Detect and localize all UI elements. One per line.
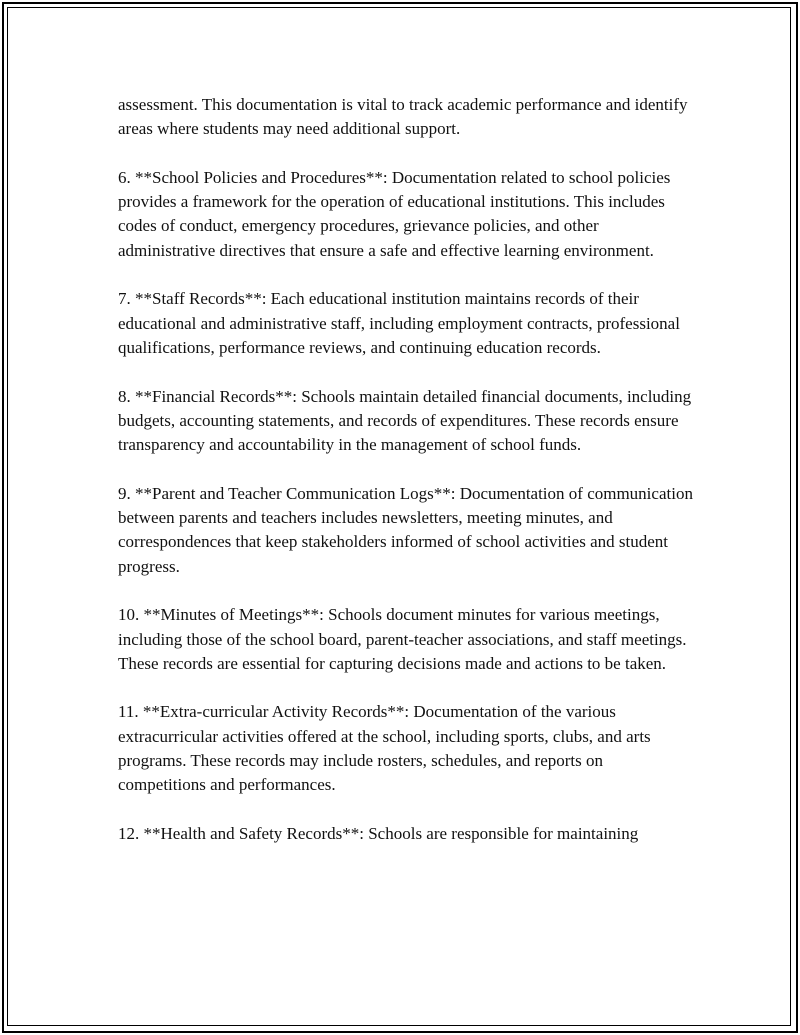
document-body (118, 93, 693, 846)
paragraph-assessment-continuation: assessment. This documentation is vital to track academic performance and identify areas where students may need additional support. (118, 95, 688, 139)
paragraph-communication-logs: 9. **Parent and Teacher Communication Logs**: Documentation of communication between parents and teachers includes newsletters, meeting minutes, and correspondences that keep stakeholders informed of school activities and student progress. (118, 483, 693, 576)
paragraph-school-policies: 6. **School Policies and Procedures**: Documentation related to school policies provides a framework for the operation of educational institutions. This includes codes of conduct, emergency procedures, grievance policies, and other administrative directives that ensure a safe and effective learning environment. (118, 167, 671, 260)
paragraph-staff-records: 7. **Staff Records**: Each educational institution maintains records of their educational and administrative staff, including employment contracts, professional qualifications, performance reviews, and continuing education records. (118, 289, 680, 357)
paragraph-health-safety-records: 12. **Health and Safety Records**: Schools are responsible for maintaining (118, 823, 639, 843)
paragraph-minutes-of-meetings: 10. **Minutes of Meetings**: Schools document minutes for various meetings, including those of the school board, parent-teacher associations, and staff meetings. These records are essential for capturing decisions made and actions to be taken. (118, 605, 687, 673)
paragraph-extracurricular-records: 11. **Extra-curricular Activity Records**: Documentation of the various extracurricular activities offered at the school, including sports, clubs, and arts programs. These records may include rosters, schedules, and reports on competitions and performances. (118, 702, 651, 795)
paragraph-financial-records: 8. **Financial Records**: Schools maintain detailed financial documents, including budgets, accounting statements, and records of expenditures. These records ensure transparency and accountability in the management of school funds. (118, 386, 692, 455)
